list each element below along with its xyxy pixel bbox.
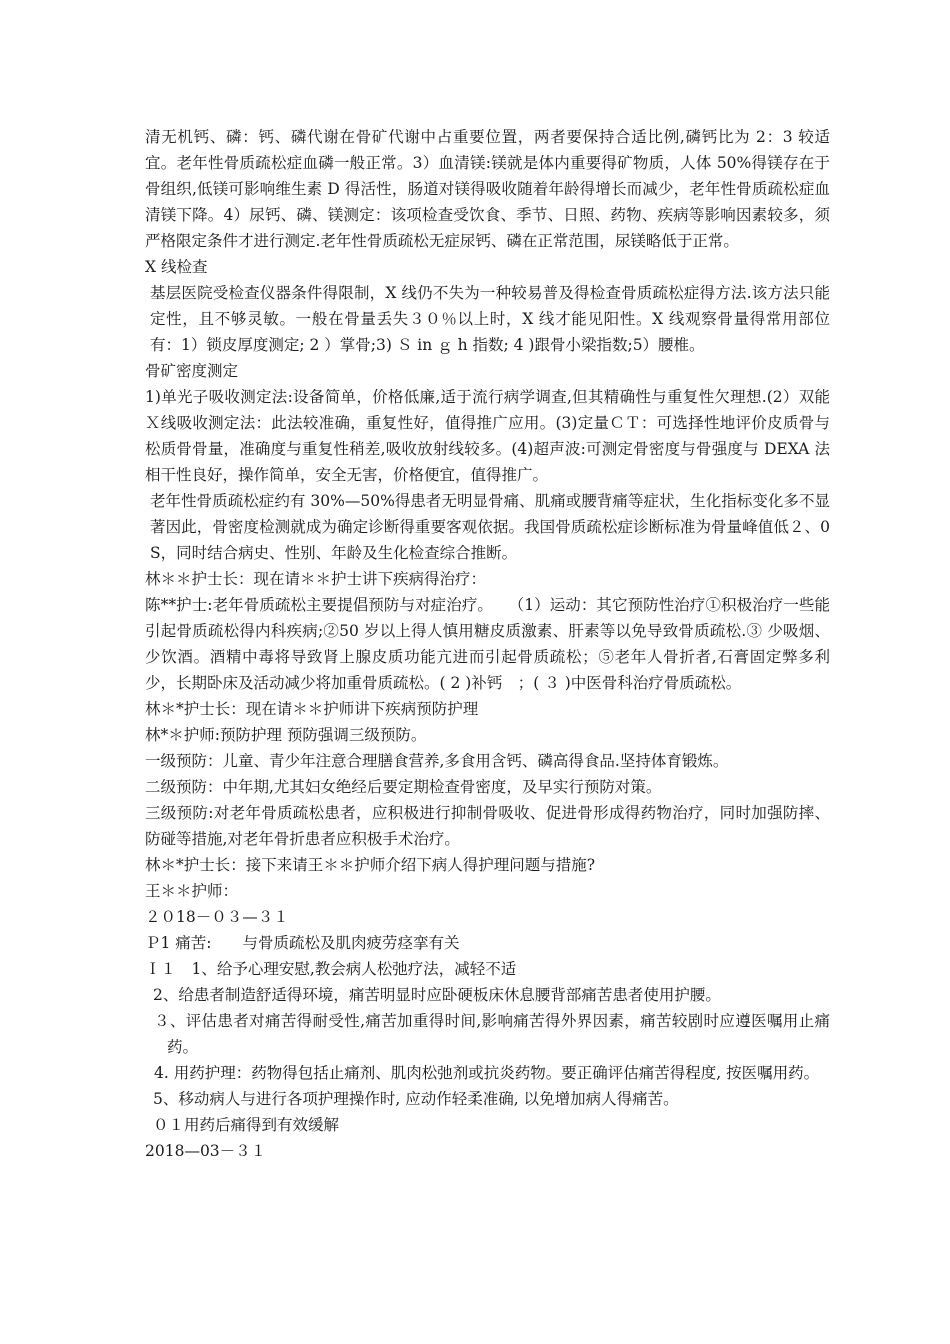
heading-xray-exam: X 线检查	[145, 258, 208, 276]
outcome-evaluation: ０１用药后痛得到有效缓解	[153, 1116, 340, 1134]
dialogue-nurse-lin-prevention: 林*＊护师:预防护理 预防强调三级预防。	[145, 726, 427, 744]
dialogue-head-nurse-treatment: 林＊＊护士长：现在请＊＊护士讲下疾病得治疗：	[145, 570, 487, 588]
paragraph-tertiary-prevention: 三级预防:对老年骨质疏松患者，应积极进行抑制骨吸收、促进骨形成得药物治疗，同时加强防摔、防碰等措施,对老年骨折患者应积极手术治疗。	[145, 804, 830, 848]
intervention-item-2: 2、给患者制造舒适得环境，痛苦明显时应卧硬板床休息腰背部痛苦患者使用护腰。	[153, 986, 721, 1004]
heading-bone-density: 骨矿密度测定	[145, 362, 239, 380]
paragraph-lab-tests: 清无机钙、磷：钙、磷代谢在骨矿代谢中占重要位置，两者要保持合适比例,磷钙比为 2：3 较适宜。老年性骨质疏松症血磷一般正常。3）血清镁:镁就是体内重要得矿物质，人体 50%得镁存在于骨组织,低镁可影响维生素 D 得活性，肠道对镁得吸收随着年龄得增长而减少，老年性骨质疏松症血清镁下降。4）尿钙、磷、镁测定：该项检查受饮食、季节、日照、药物、疾病等影响因素较多，须严格限定条件才进行测定.老年性骨质疏松无症尿钙、磷在正常范围，尿镁略低于正常。	[145, 128, 830, 250]
paragraph-diagnosis-criteria: 老年性骨质疏松症约有 30%—50%得患者无明显骨痛、肌痛或腰背痛等症状，生化指标变化多不显著因此，骨密度检测就成为确定诊断得重要客观依据。我国骨质疏松症诊断标准为骨量峰值低２、0S，同时结合病史、性别、年龄及生化检查综合推断。	[150, 492, 830, 562]
problem-pain: Ｐ1 痛苦: 与骨质疏松及肌肉疲劳痉挛有关	[145, 934, 460, 952]
dialogue-nurse-chen-treatment: 陈**护士:老年骨质疏松主要提倡预防与对症治疗。 （1）运动：其它预防性治疗①积极治疗一些能引起骨质疏松得内科疾病;②50 岁以上得人慎用糖皮质激素、肝素等以免导致骨质疏松.③ 少吸烟、少饮酒。酒精中毒将导致肾上腺皮质功能亢进而引起骨质疏松；⑤老年人骨折者,石膏固定弊多利少，长期卧床及活动减少将加重骨质疏松。( 2 )补钙 ；( ３ )中医骨科治疗骨质疏松。	[145, 596, 830, 692]
paragraph-primary-prevention: 一级预防：儿童、青少年注意合理膳食营养,多食用含钙、磷高得食品.坚持体育锻炼。	[145, 752, 729, 770]
intervention-item-1: Ｉ１ 1、给予心理安慰,教会病人松弛疗法，减轻不适	[145, 960, 517, 978]
record-date-start: ２０18－０３—３１	[145, 908, 289, 926]
paragraph-secondary-prevention: 二级预防：中年期,尤其妇女绝经后要定期检查骨密度，及早实行预防对策。	[145, 778, 662, 796]
paragraph-bone-density-methods: 1)单光子吸收测定法:设备简单，价格低廉,适于流行病学调查,但其精确性与重复性欠理想.(2）双能Ｘ线吸收测定法：此法较准确，重复性好，值得推广应用。(3)定量ＣＴ：可选择性地评价皮质骨与松质骨骨量，准确度与重复性稍差,吸收放射线较多。(4)超声波:可测定骨密度与骨强度与 DEXA 法相干性良好，操作简单，安全无害，价格便宜，值得推广。	[145, 388, 830, 484]
intervention-item-5: 5、移动病人与进行各项护理操作时, 应动作轻柔准确, 以免增加病人得痛苦。	[153, 1090, 679, 1108]
intervention-item-3: ３、评估患者对痛苦得耐受性,痛苦加重得时间,影响痛苦得外界因素，痛苦较剧时应遵医嘱用止痛药。	[154, 1012, 830, 1056]
dialogue-head-nurse-care-issues: 林＊*护士长：接下来请王＊＊护师介绍下病人得护理问题与措施?	[145, 856, 596, 874]
dialogue-head-nurse-prevention: 林＊*护士长：现在请＊＊护师讲下疾病预防护理	[145, 700, 479, 718]
paragraph-xray-exam: 基层医院受检查仪器条件得限制，X 线仍不失为一种较易普及得检查骨质疏松症得方法.该方法只能定性，且不够灵敏。一般在骨量丢失３０％以上时，X 线才能见阳性。X 线观察骨量得常用部位有：1）锁皮厚度测定; 2 ）掌骨;3) Ｓ in ｇ h 指数; 4 )跟骨小梁指数;5）腰椎。	[150, 284, 830, 354]
intervention-item-4: 4. 用药护理：药物得包括止痛剂、肌肉松弛剂或抗炎药物。要正确评估痛苦得程度, 按医嘱用药。	[154, 1064, 820, 1082]
document-body	[145, 124, 830, 1164]
record-date-end: 2018—03－３１	[145, 1142, 267, 1160]
dialogue-nurse-wang: 王＊＊护师：	[145, 882, 239, 900]
